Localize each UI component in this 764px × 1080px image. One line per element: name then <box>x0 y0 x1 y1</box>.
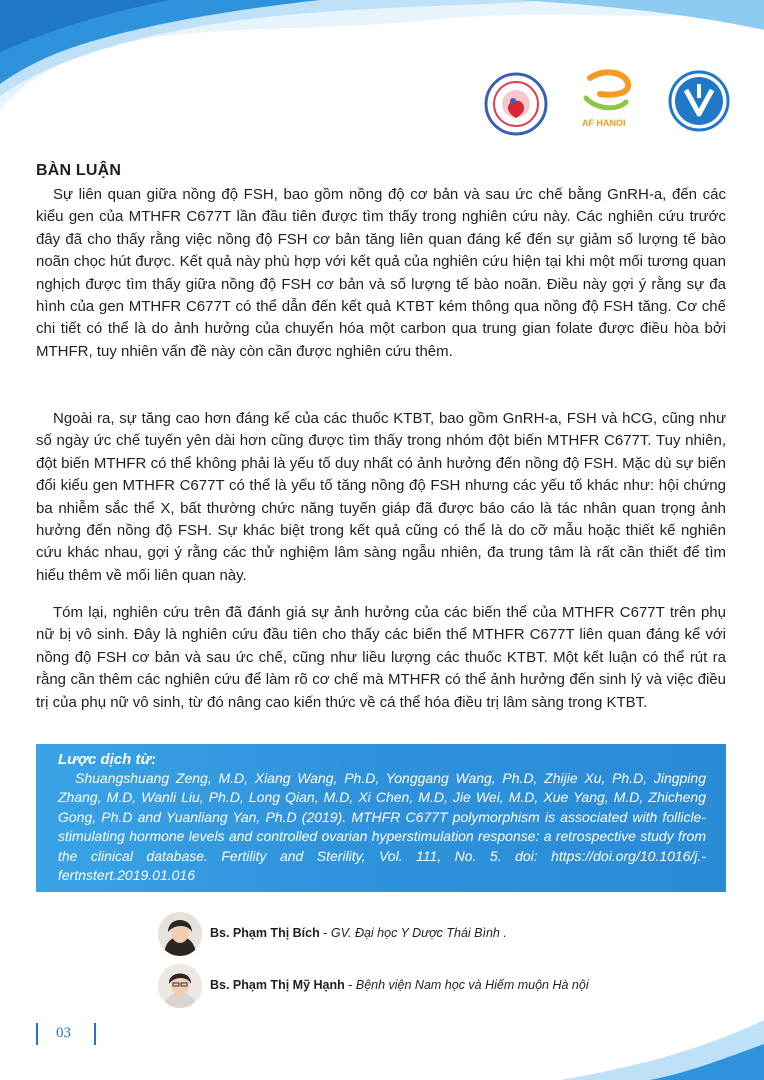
reference-title: Lược dịch từ: <box>58 751 157 768</box>
author-affiliation: GV. Đại học Y Dược Thái Bình . <box>330 926 507 940</box>
author-separator: - <box>344 978 356 992</box>
hospital-seal-logo <box>484 72 548 141</box>
af-hanoi-label: AF HANOI <box>582 118 626 128</box>
reference-citation: Shuangshuang Zeng, M.D, Xiang Wang, Ph.D, Yonggang Wang, Ph.D, Zhijie Xu, Ph.D, Jingping Zhang, M.D, Wanli Liu, Ph.D, Long Qian, M.D, Xi Chen, M.D, Jie Wei, M.D, Xue Yang, M.D, Zhicheng Gong, Ph.D and Yuanliang Yan, Ph.D (2019). MTHFR C677T polymorphism is associated with follicle-stimulating hormone levels and controlled ovarian hyperstimulation response: a retrospective study from the clinical database. Fertility and Sterility, Vol. 111, No. 5. doi: https://doi.org/10.1016/j.-fertnstert.2019.01.016 <box>58 770 706 884</box>
author-1 <box>158 912 678 958</box>
footer-wave-decoration <box>0 1000 764 1080</box>
section-heading: BÀN LUẬN <box>36 162 122 179</box>
paragraph-text: Tóm lại, nghiên cứu trên đã đánh giá sự ảnh hưởng của các biến thể của MTHFR C677T trên phụ nữ bị vô sinh. Đây là nghiên cứu đầu tiên cho thấy các biến thể MTHFR C677T liên quan đáng kể với nồng độ FSH cơ bản và sau ức chế, cũng như liều lượng các thuốc KTBT. Một kết luận có thể rút ra rằng cần thêm các nghiên cứu để làm rõ cơ chế mà MTHFR có thể ảnh hưởng đến sinh lý và việc điều trị của phụ nữ vô sinh, từ đó nâng cao kiến thức về cá thể hóa điều trị lâm sàng trong KTBT. <box>36 604 726 711</box>
author-credit <box>210 978 589 992</box>
author-separator: - <box>319 926 331 940</box>
discussion-paragraph-2 <box>36 408 726 587</box>
author-affiliation: Bệnh viện Nam học và Hiếm muộn Hà nội <box>355 978 589 992</box>
author-credit <box>210 926 507 940</box>
author-name: Bs. Phạm Thị Bích <box>210 926 320 940</box>
partner-logos <box>484 66 734 146</box>
discussion-paragraph-3 <box>36 602 726 714</box>
reference-box <box>36 744 726 892</box>
paragraph-text: Sự liên quan giữa nồng độ FSH, bao gồm nồng độ cơ bản và sau ức chế bằng GnRH-a, đến các kiểu gen của MTHFR C677T lần đầu tiên được tìm thấy trong nghiên cứu này. Các nghiên cứu trước đây đã cho thấy rằng việc nồng độ FSH cơ bản tăng liên quan đáng kể đến sự giảm số lượng tế bào noãn chọc hút được. Kết quả này phù hợp với kết quả của nghiên cứu hiện tại khi một mối tương quan nghịch được tìm thấy giữa nồng độ FSH cơ bản và số lượng tế bào noãn. Điều này gợi ý rằng sự đa hình của gen MTHFR C677T có thể dẫn đến kết quả KTBT kém thông qua nồng độ FSH tăng. Cơ chế chi tiết có thể là do ảnh hưởng của chuyển hóa một carbon qua trung gian folate được điều hòa bởi MTHFR, tuy nhiên vấn đề này còn cần được nghiên cứu thêm. <box>36 186 726 360</box>
discussion-paragraph-1 <box>36 184 726 363</box>
avatar <box>158 912 202 956</box>
paragraph-text: Ngoài ra, sự tăng cao hơn đáng kể của các thuốc KTBT, bao gồm GnRH-a, FSH và hCG, cũng như số ngày ức chế tuyến yên dài hơn cũng được tìm thấy trong nhóm đột biến MTHFR C677T. Tuy nhiên, đột biến MTHFR có thể không phải là yếu tố duy nhất có ảnh hưởng đến nồng độ FSH. Mặc dù sự biến đổi kiểu gen MTHFR C677T có thể là yếu tố tăng nồng độ FSH nhưng các yếu tố khác như: hội chứng ba nhiễm sắc thể X, bất thường chức năng tuyến giáp đã được báo cáo là tác nhân quan trọng ảnh hưởng đến nồng độ FSH. Sự khác biệt trong kết quả cũng có thể là do cỡ mẫu hoặc thiết kế nghiên cứu khác nhau, gợi ý rằng các thử nghiệm lâm sàng ngẫu nhiên, đa trung tâm là rất cần thiết để tìm hiểu thêm về mối liên quan này. <box>36 410 726 584</box>
page-number-text: 03 <box>56 1025 71 1041</box>
author-name: Bs. Phạm Thị Mỹ Hạnh <box>210 978 345 992</box>
university-logo <box>668 70 730 137</box>
af-hanoi-logo <box>576 68 636 128</box>
